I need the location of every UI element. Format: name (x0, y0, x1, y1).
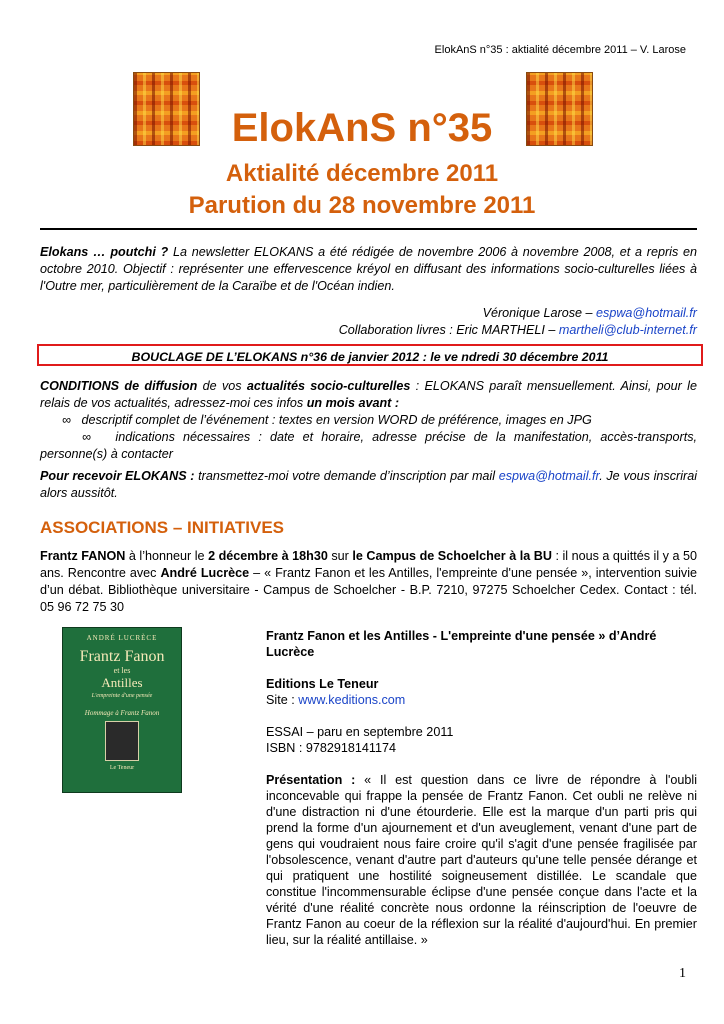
conditions-lead: CONDITIONS de diffusion (40, 379, 198, 393)
conditions-bold: actualités socio-culturelles (246, 379, 411, 393)
event-date: 2 décembre à 18h30 (208, 549, 328, 563)
book-genre: ESSAI – paru en septembre 2011 (266, 725, 454, 739)
running-header: ElokAnS n°35 : aktialité décembre 2011 – V. Larose (434, 44, 686, 56)
cover-publisher: Le Teneur (109, 765, 135, 771)
book-cover-image (62, 627, 182, 793)
collaboration-email-link[interactable]: martheli@club-internet.fr (558, 323, 697, 337)
cover-hommage: Hommage à Frantz Fanon (84, 709, 160, 717)
bullet-icon: ∞ (82, 430, 91, 444)
event-place: le Campus de Schoelcher à la BU (352, 549, 552, 563)
page-number: 1 (679, 966, 686, 981)
event-text-3: : il nous a quittés il y a 50 ans. Rencontre avec (40, 549, 697, 580)
subscribe-block (40, 468, 697, 502)
event-text: à l’honneur le (125, 549, 209, 563)
event-speaker: André Lucrèce (160, 566, 250, 580)
cover-subtitle: L'empreinte d'une pensée (91, 693, 153, 699)
subscribe-email-link[interactable]: espwa@hotmail.fr (498, 469, 600, 483)
cover-title: Frantz Fanon (79, 648, 165, 665)
cover-author: ANDRÉ LUCRÈCE (86, 634, 158, 642)
collaboration-label: Collaboration livres : Eric MARTHELI – (338, 323, 559, 337)
signature-name: Véronique Larose – (482, 306, 597, 320)
book-details (266, 628, 697, 948)
signature-email-link[interactable]: espwa@hotmail.fr (596, 306, 697, 320)
presentation-label: Présentation : (266, 773, 356, 787)
event-subject: Frantz FANON (40, 549, 126, 563)
subscribe-text: transmettez-moi votre demande d’inscription par mail (194, 469, 499, 483)
cover-title-3: Antilles (101, 675, 143, 690)
presentation-text: « Il est question dans ce livre de répondre à l'oubli inconcevable qui frappe la pensée de Frantz Fanon. Cet oubli ne relève ni d'une distraction ni d'une étourderie. Elle est la marque d'un parti pris qui prend la forme d'un ajournement et d'un aveuglement, venant d'une part de gens qui voudraient nous faire croire qu'il s'agit d'une pensée fragilisée par l'obsolescence, venant d'autre part d'auteurs qu'une telle pensée dérange et qui pratiquent une hostilité soigneusement distillée. Le scandale que constitue l'incommensurable éclipse d'une pensée conçue dans l'acte et la vérité d'une réalité concrète nous ordonne la réinscription de l'oeuvre de Frantz Fanon au coeur de la réflexion sur la réalité d'aujourd'hui. En premier lieu, sur la réalité antillaise. » (266, 773, 698, 947)
subscribe-end: . Je vous inscrirai alors aussitôt. (40, 469, 697, 500)
intro-lead: Elokans … poutchi ? (40, 245, 169, 259)
editor-website-link[interactable]: www.keditions.com (298, 693, 406, 707)
subscribe-lead: Pour recevoir ELOKANS : (40, 469, 195, 483)
fanon-event-block (40, 548, 697, 616)
intro-text: La newsletter ELOKANS a été rédigée de novembre 2006 à novembre 2008, et a repris en octobre 2010. Objectif : représenter une effervescence kréyol en diffusant des informations socio-culturelles liées à l'Outre mer, particulièrement de la Caraïbe et de l'Océan indien. (40, 245, 697, 293)
bouclage-notice: BOUCLAGE DE L’ELOKANS n°36 de janvier 2012 : le ve ndredi 30 décembre 2011 (37, 344, 703, 366)
newsletter-title: ElokAnS n°35 (231, 106, 493, 150)
conditions-block (40, 378, 697, 463)
section-heading: ASSOCIATIONS – INITIATIVES (40, 518, 285, 537)
intro-block (40, 244, 697, 339)
title-divider (40, 228, 697, 230)
event-details: – « Frantz Fanon et les Antilles, l'empreinte d'une pensée », intervention suivie d’un débat. Bibliothèque universitaire - Campus de Schoelcher - B.P. 7210, 97275 Schoelcher Cedex. Contact : tél. 05 96 72 75 30 (40, 566, 697, 614)
book-isbn: ISBN : 9782918141174 (266, 741, 397, 755)
site-label: Site : (266, 693, 299, 707)
bullet-item: descriptif complet de l’événement : textes en version WORD de préférence, images en JPG (81, 413, 592, 427)
cover-title-2: et les (113, 666, 131, 675)
publication-date: Parution du 28 novembre 2011 (188, 192, 536, 219)
issue-subtitle: Aktialité décembre 2011 (225, 160, 499, 187)
conditions-deadline: un mois avant : (306, 396, 400, 410)
book-editor: Editions Le Teneur (266, 677, 379, 691)
event-text-2: sur (327, 549, 353, 563)
author-portrait (105, 721, 139, 761)
bullet-icon: ∞ (62, 413, 71, 427)
book-title: Frantz Fanon et les Antilles - L'empreinte d'une pensée » d’André Lucrèce (266, 629, 657, 659)
conditions-text-2: : ELOKANS paraît mensuellement. Ainsi, pour le relais de vos actualités, adressez-moi ces infos (40, 379, 697, 410)
conditions-text: de vos (197, 379, 247, 393)
bullet-item: indications nécessaires : date et horaire, adresse précise de la manifestation, accès-transports, personne(s) à contacter (40, 430, 697, 461)
